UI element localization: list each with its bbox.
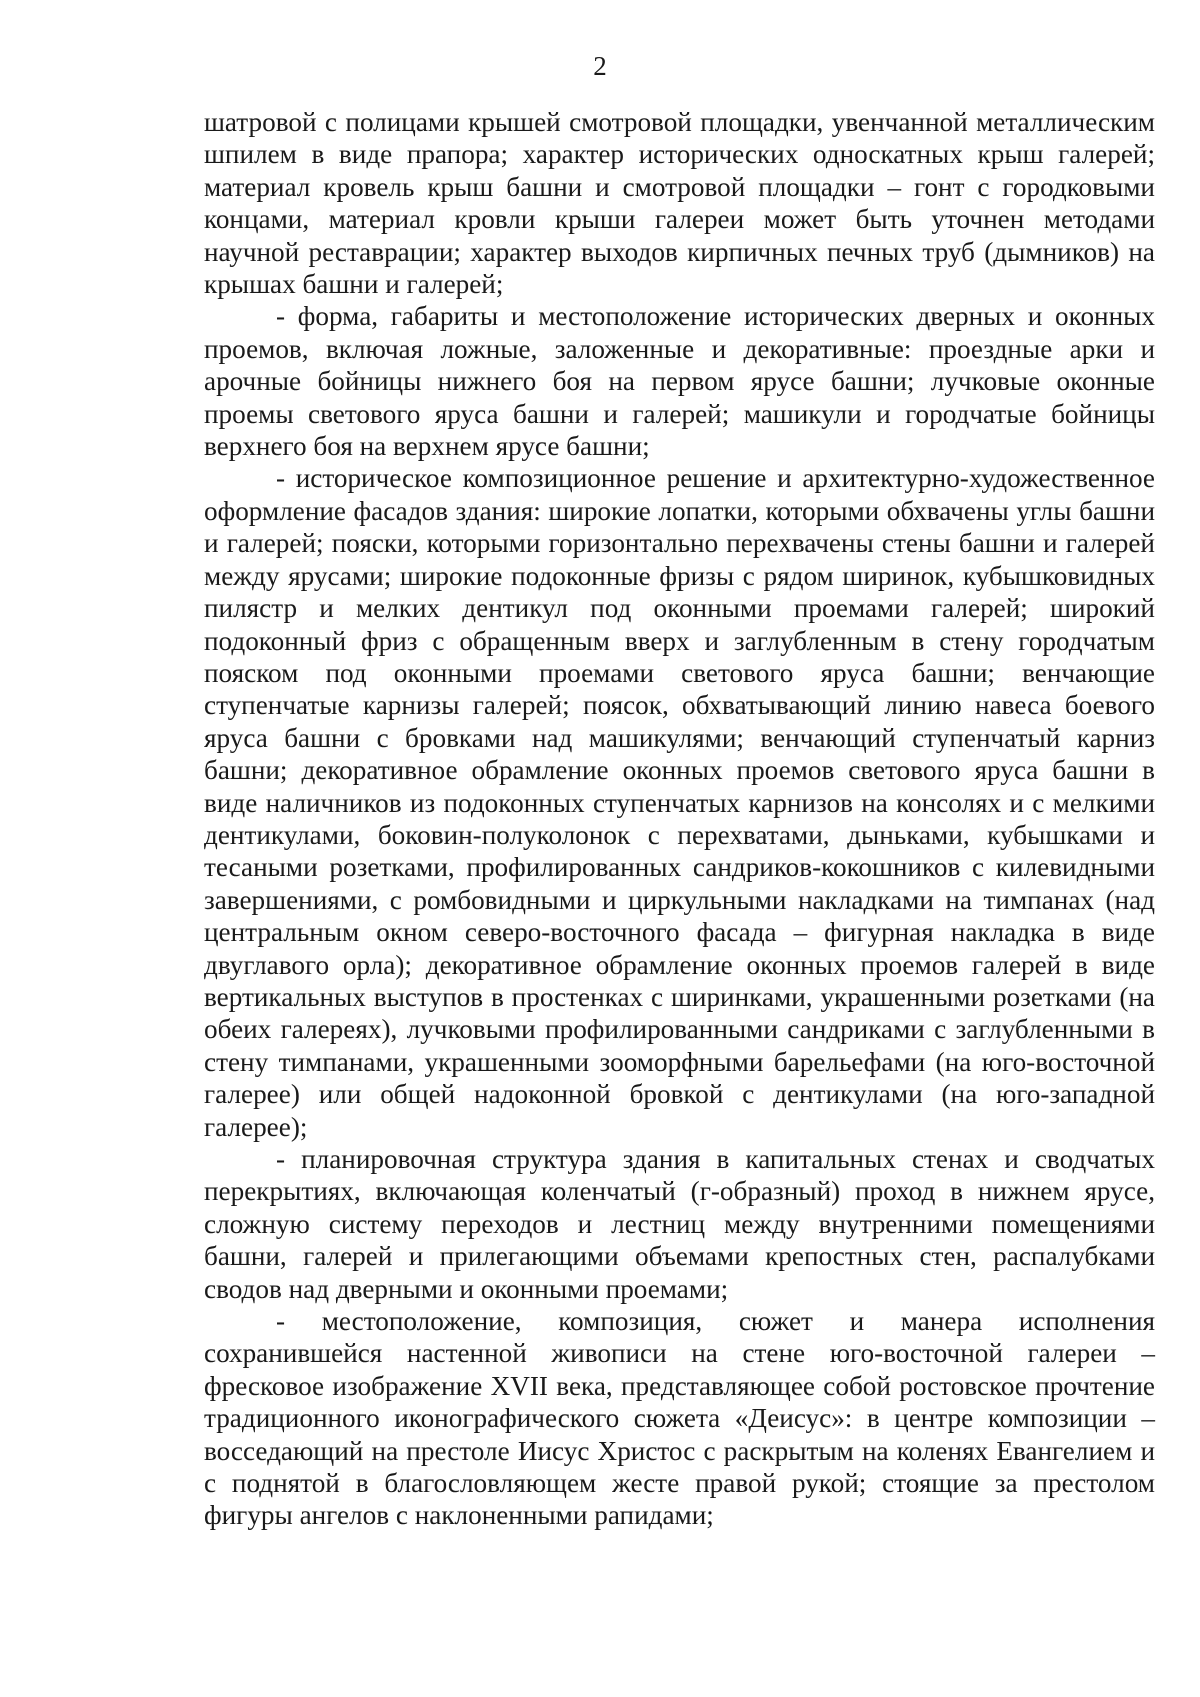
paragraph-openings: - форма, габариты и местоположение исторических дверных и оконных проемов, включая ложные, заложенные и декоративные: проездные арки и арочные бойницы нижнего боя на первом ярусе башни; лучковые оконные проемы светового яруса башни и галерей; машикули и городчатые бойницы верхнего боя на верхнем ярусе башни; <box>204 301 1155 462</box>
paragraph-planning-structure: - планировочная структура здания в капитальных стенах и сводчатых перекрытиях, включающая коленчатый (г-образный) проход в нижнем ярусе, сложную систему переходов и лестниц между внутренними помещениями башни, галерей и прилегающими объемами крепостных стен, распалубками сводов над дверными и оконными проемами; <box>204 1144 1155 1304</box>
page-number: 2 <box>593 51 607 81</box>
paragraph-roof-features: шатровой с полицами крышей смотровой площадки, увенчанной металлическим шпилем в виде прапора; характер исторических односкатных крыш галерей; материал кровель крыш башни и смотровой площадки – гонт с городковыми концами, материал кровли крыши галереи может быть уточнен методами научной реставрации; характер выходов кирпичных печных труб (дымников) на крышах башни и галерей; <box>204 107 1155 300</box>
paragraph-facade-decoration: - историческое композиционное решение и архитектурно-художественное оформление фасадов здания: широкие лопатки, которыми обхвачены углы башни и галерей; пояски, которыми горизонтально перехвачены стены башни и галерей между ярусами; широкие подоконные фризы с рядом ширинок, кубышковидных пилястр и мелких дентикул под оконными проемами галерей; широкий подоконный фриз с обращенным вверх и заглубленным в стену городчатым пояском под оконными проемами светового яруса башни; венчающие ступенчатые карнизы галерей; поясок, обхватывающий линию навеса боевого яруса башни с бровками над машикулями; венчающий ступенчатый карниз башни; декоративное обрамление оконных проемов светового яруса башни в виде наличников из подоконных ступенчатых карнизов на консолях и с мелкими дентикулами, боковин-полуколонок с перехватами, дыньками, кубышками и тесаными розетками, профилированных сандриков-кокошников с килевидными завершениями, с ромбовидными и циркульными накладками на тимпанах (над центральным окном северо-восточного фасада – фигурная накладка в виде двуглавого орла); декоративное обрамление оконных проемов галерей в виде вертикальных выступов в простенках с ширинками, украшенными розетками (на обеих галереях), лучковыми профилированными сандриками с заглубленными в стену тимпанами, украшенными зооморфными барельефами (на юго-восточной галерее) или общей надоконной бровкой с дентикулами (на юго-западной галерее); <box>204 463 1155 1142</box>
document-body <box>204 106 1155 1532</box>
paragraph-wall-painting: - местоположение, композиция, сюжет и манера исполнения сохранившейся настенной живописи на стене юго-восточной галереи – фресковое изображение XVII века, представляющее собой ростовское прочтение традиционного иконографического сюжета «Деисус»: в центре композиции – восседающий на престоле Иисус Христос с раскрытым на коленях Евангелием и с поднятой в благословляющем жесте правой рукой; стоящие за престолом фигуры ангелов с наклоненными рапидами; <box>204 1306 1155 1531</box>
